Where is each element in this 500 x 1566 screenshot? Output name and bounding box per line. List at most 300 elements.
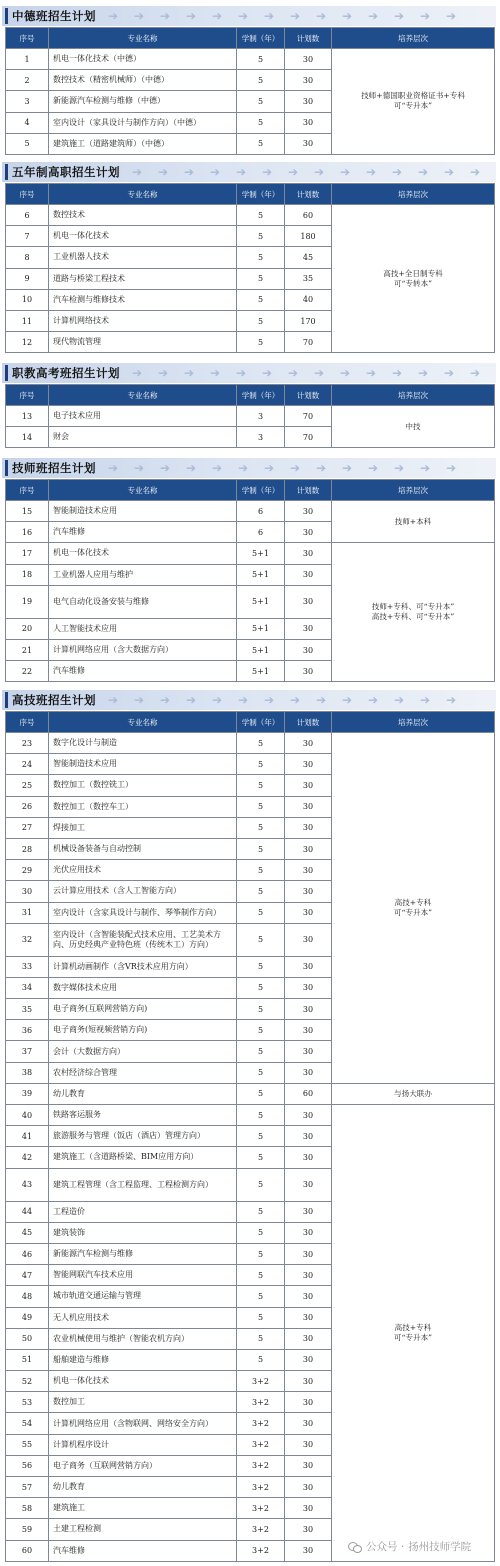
arrow-icon: ➔ xyxy=(470,366,481,380)
serial-cell: 6 xyxy=(6,205,49,226)
table-row xyxy=(6,1083,495,1104)
quota-cell: 170 xyxy=(285,310,332,331)
major-name-cell: 机电一体化技术 xyxy=(49,1371,237,1392)
serial-cell: 46 xyxy=(6,1243,49,1264)
section-banner xyxy=(2,690,496,710)
duration-cell: 5+1 xyxy=(237,585,285,618)
level-cell: 技师+专科、可“专升本” 高技+专科、可“专升本” xyxy=(332,543,495,682)
serial-cell: 51 xyxy=(6,1349,49,1370)
major-name-cell: 智能制造技术应用 xyxy=(49,754,237,775)
major-name-cell: 工程造价 xyxy=(49,1201,237,1222)
section-banner xyxy=(2,162,496,182)
arrow-icon: ➔ xyxy=(186,9,197,23)
header-major-name: 专业名称 xyxy=(49,28,237,49)
serial-cell: 38 xyxy=(6,1062,49,1083)
quota-cell: 30 xyxy=(285,754,332,775)
duration-cell: 3+2 xyxy=(237,1519,285,1540)
header-serial: 序号 xyxy=(6,184,49,205)
quota-cell: 30 xyxy=(285,902,332,923)
arrow-icon: ➔ xyxy=(134,461,145,475)
quota-cell: 30 xyxy=(285,618,332,639)
duration-cell: 3 xyxy=(237,406,285,427)
duration-cell: 5 xyxy=(237,289,285,310)
header-serial: 序号 xyxy=(6,28,49,49)
major-name-cell: 计算机程序设计 xyxy=(49,1434,237,1455)
duration-cell: 5 xyxy=(237,977,285,998)
duration-cell: 5 xyxy=(237,817,285,838)
arrow-icon: ➔ xyxy=(368,9,379,23)
serial-cell: 15 xyxy=(6,501,49,522)
quota-cell: 30 xyxy=(285,49,332,70)
major-name-cell: 汽车检测与维修技术 xyxy=(49,289,237,310)
serial-cell: 31 xyxy=(6,902,49,923)
major-name-cell: 幼儿教育 xyxy=(49,1083,237,1104)
arrow-icon: ➔ xyxy=(290,693,301,707)
duration-cell: 5 xyxy=(237,956,285,977)
major-name-cell: 计算机网络技术 xyxy=(49,310,237,331)
quota-cell: 30 xyxy=(285,1105,332,1126)
header-quota: 计划数 xyxy=(285,385,332,406)
quota-cell: 30 xyxy=(285,522,332,543)
quota-cell: 30 xyxy=(285,1020,332,1041)
serial-cell: 2 xyxy=(6,70,49,91)
level-cell: 技师+德国职业资格证书+专科 可“专升本” xyxy=(332,49,495,155)
duration-cell: 5 xyxy=(237,1265,285,1286)
serial-cell: 42 xyxy=(6,1147,49,1168)
quota-cell: 30 xyxy=(285,1519,332,1540)
serial-cell: 48 xyxy=(6,1286,49,1307)
plan-table xyxy=(5,27,495,155)
major-name-cell: 建筑施工（道路建筑师）（中德） xyxy=(49,133,237,154)
serial-cell: 49 xyxy=(6,1307,49,1328)
serial-cell: 24 xyxy=(6,754,49,775)
arrow-icon: ➔ xyxy=(418,165,429,179)
serial-cell: 10 xyxy=(6,289,49,310)
duration-cell: 5 xyxy=(237,1201,285,1222)
duration-cell: 5 xyxy=(237,205,285,226)
major-name-cell: 现代物流管理 xyxy=(49,332,237,353)
quota-cell: 30 xyxy=(285,1392,332,1413)
duration-cell: 5 xyxy=(237,1286,285,1307)
arrow-icon: ➔ xyxy=(342,9,353,23)
quota-cell: 35 xyxy=(285,268,332,289)
quota-cell: 30 xyxy=(285,661,332,682)
header-major-name: 专业名称 xyxy=(49,385,237,406)
duration-cell: 5+1 xyxy=(237,564,285,585)
major-name-cell: 工业机器人应用与维护 xyxy=(49,564,237,585)
quota-cell: 30 xyxy=(285,1413,332,1434)
major-name-cell: 会计（大数据方向） xyxy=(49,1041,237,1062)
arrow-icon: ➔ xyxy=(392,366,403,380)
arrow-icon: ➔ xyxy=(210,366,221,380)
serial-cell: 17 xyxy=(6,543,49,564)
section-accent-bar xyxy=(5,8,8,24)
duration-cell: 6 xyxy=(237,522,285,543)
major-name-cell: 机电一体化技术（中德） xyxy=(49,49,237,70)
watermark-account: 扬州技师学院 xyxy=(408,1541,472,1553)
quota-cell: 60 xyxy=(285,1083,332,1104)
major-name-cell: 汽车维修 xyxy=(49,1540,237,1561)
arrow-icon: ➔ xyxy=(392,165,403,179)
duration-cell: 6 xyxy=(237,501,285,522)
section-banner xyxy=(2,363,496,383)
quota-cell: 30 xyxy=(285,1147,332,1168)
serial-cell: 43 xyxy=(6,1168,49,1201)
serial-cell: 13 xyxy=(6,406,49,427)
duration-cell: 5 xyxy=(237,226,285,247)
quota-cell: 70 xyxy=(285,427,332,448)
header-quota: 计划数 xyxy=(285,28,332,49)
header-major-name: 专业名称 xyxy=(49,712,237,733)
quota-cell: 30 xyxy=(285,1455,332,1476)
header-serial: 序号 xyxy=(6,712,49,733)
arrow-icon: ➔ xyxy=(342,461,353,475)
major-name-cell: 人工智能技术应用 xyxy=(49,618,237,639)
duration-cell: 5+1 xyxy=(237,639,285,660)
arrow-icon: ➔ xyxy=(366,165,377,179)
quota-cell: 30 xyxy=(285,91,332,112)
arrow-icon: ➔ xyxy=(264,461,275,475)
duration-cell: 5 xyxy=(237,838,285,859)
header-level: 培养层次 xyxy=(332,28,495,49)
arrow-icon: ➔ xyxy=(108,9,119,23)
duration-cell: 5 xyxy=(237,1083,285,1104)
header-level: 培养层次 xyxy=(332,385,495,406)
major-name-cell: 道路与桥梁工程技术 xyxy=(49,268,237,289)
header-quota: 计划数 xyxy=(285,480,332,501)
major-name-cell: 铁路客运服务 xyxy=(49,1105,237,1126)
header-duration: 学制（年） xyxy=(237,28,285,49)
arrow-icon: ➔ xyxy=(316,461,327,475)
major-name-cell: 室内设计（含智能装配式技术应用、工艺美术方向、历史经典产业特色班（传统木工）方向） xyxy=(49,923,237,956)
serial-cell: 4 xyxy=(6,112,49,133)
plan-table xyxy=(5,479,495,682)
arrow-icon: ➔ xyxy=(262,366,273,380)
major-name-cell: 数字媒体技术应用 xyxy=(49,977,237,998)
serial-cell: 40 xyxy=(6,1105,49,1126)
serial-cell: 29 xyxy=(6,860,49,881)
level-cell: 技师+本科 xyxy=(332,501,495,543)
arrow-icon: ➔ xyxy=(132,165,143,179)
quota-cell: 180 xyxy=(285,226,332,247)
header-quota: 计划数 xyxy=(285,712,332,733)
arrow-icon: ➔ xyxy=(288,366,299,380)
major-name-cell: 电气自动化设备安装与维修 xyxy=(49,585,237,618)
quota-cell: 30 xyxy=(285,817,332,838)
arrow-icon: ➔ xyxy=(446,461,457,475)
serial-cell: 18 xyxy=(6,564,49,585)
duration-cell: 3+2 xyxy=(237,1498,285,1519)
serial-cell: 44 xyxy=(6,1201,49,1222)
header-duration: 学制（年） xyxy=(237,184,285,205)
quota-cell: 30 xyxy=(285,564,332,585)
serial-cell: 26 xyxy=(6,796,49,817)
table-row xyxy=(6,733,495,754)
major-name-cell: 计算机网络应用（含大数据方向） xyxy=(49,639,237,660)
arrow-icon: ➔ xyxy=(236,366,247,380)
header-major-name: 专业名称 xyxy=(49,184,237,205)
section-banner xyxy=(2,6,496,26)
arrow-icon: ➔ xyxy=(314,366,325,380)
major-name-cell: 电子技术应用 xyxy=(49,406,237,427)
duration-cell: 5 xyxy=(237,1062,285,1083)
arrow-icon: ➔ xyxy=(134,693,145,707)
arrow-icon: ➔ xyxy=(340,366,351,380)
major-name-cell: 电子商务（互联网营销方向） xyxy=(49,1455,237,1476)
serial-cell: 30 xyxy=(6,881,49,902)
section-accent-bar xyxy=(5,460,8,476)
arrow-icon: ➔ xyxy=(184,165,195,179)
quota-cell: 30 xyxy=(285,1286,332,1307)
serial-cell: 45 xyxy=(6,1222,49,1243)
table-row xyxy=(6,1105,495,1126)
major-name-cell: 数控技术 xyxy=(49,205,237,226)
quota-cell: 30 xyxy=(285,639,332,660)
duration-cell: 5 xyxy=(237,1147,285,1168)
major-name-cell: 机械设备装备与自动控制 xyxy=(49,838,237,859)
arrow-icon: ➔ xyxy=(340,165,351,179)
quota-cell: 30 xyxy=(285,543,332,564)
section-title: 中德班招生计划 xyxy=(12,9,96,23)
serial-cell: 56 xyxy=(6,1455,49,1476)
wechat-icon xyxy=(348,1541,362,1553)
quota-cell: 30 xyxy=(285,838,332,859)
quota-cell: 30 xyxy=(285,501,332,522)
serial-cell: 55 xyxy=(6,1434,49,1455)
serial-cell: 32 xyxy=(6,923,49,956)
duration-cell: 5 xyxy=(237,268,285,289)
duration-cell: 5 xyxy=(237,796,285,817)
major-name-cell: 建筑工程管理（含工程监理、工程检测方向） xyxy=(49,1168,237,1201)
arrow-icon: ➔ xyxy=(132,366,143,380)
duration-cell: 5 xyxy=(237,1349,285,1370)
duration-cell: 5 xyxy=(237,247,285,268)
arrow-icon: ➔ xyxy=(394,693,405,707)
quota-cell: 30 xyxy=(285,733,332,754)
duration-cell: 5 xyxy=(237,923,285,956)
arrow-icon: ➔ xyxy=(238,9,249,23)
serial-cell: 22 xyxy=(6,661,49,682)
duration-cell: 5+1 xyxy=(237,661,285,682)
quota-cell: 30 xyxy=(285,1062,332,1083)
arrow-icon: ➔ xyxy=(212,9,223,23)
arrow-icon: ➔ xyxy=(264,693,275,707)
arrow-icon: ➔ xyxy=(290,461,301,475)
level-cell: 中技 xyxy=(332,406,495,448)
arrow-icon: ➔ xyxy=(186,693,197,707)
quota-cell: 30 xyxy=(285,1540,332,1561)
quota-cell: 30 xyxy=(285,1349,332,1370)
major-name-cell: 光伏应用技术 xyxy=(49,860,237,881)
duration-cell: 3+2 xyxy=(237,1455,285,1476)
header-level: 培养层次 xyxy=(332,184,495,205)
decorative-arrows xyxy=(108,462,468,474)
major-name-cell: 数控加工（数控车工） xyxy=(49,796,237,817)
arrow-icon: ➔ xyxy=(236,165,247,179)
duration-cell: 5 xyxy=(237,1243,285,1264)
duration-cell: 5 xyxy=(237,1105,285,1126)
serial-cell: 53 xyxy=(6,1392,49,1413)
serial-cell: 36 xyxy=(6,1020,49,1041)
major-name-cell: 土建工程检测 xyxy=(49,1519,237,1540)
section-accent-bar xyxy=(5,164,8,180)
quota-cell: 30 xyxy=(285,999,332,1020)
duration-cell: 5 xyxy=(237,754,285,775)
major-name-cell: 云计算应用技术（含人工智能方向） xyxy=(49,881,237,902)
serial-cell: 7 xyxy=(6,226,49,247)
major-name-cell: 机电一体化技术 xyxy=(49,543,237,564)
serial-cell: 54 xyxy=(6,1413,49,1434)
arrow-icon: ➔ xyxy=(316,9,327,23)
major-name-cell: 财会 xyxy=(49,427,237,448)
quota-cell: 30 xyxy=(285,956,332,977)
duration-cell: 5 xyxy=(237,112,285,133)
arrow-icon: ➔ xyxy=(342,693,353,707)
decorative-arrows xyxy=(132,166,492,178)
major-name-cell: 数字化设计与制造 xyxy=(49,733,237,754)
header-major-name: 专业名称 xyxy=(49,480,237,501)
quota-cell: 30 xyxy=(285,1168,332,1201)
major-name-cell: 电子商务(互联网营销方向) xyxy=(49,999,237,1020)
quota-cell: 30 xyxy=(285,1371,332,1392)
quota-cell: 30 xyxy=(285,1041,332,1062)
major-name-cell: 机电一体化技术 xyxy=(49,226,237,247)
serial-cell: 37 xyxy=(6,1041,49,1062)
serial-cell: 1 xyxy=(6,49,49,70)
header-quota: 计划数 xyxy=(285,184,332,205)
duration-cell: 5+1 xyxy=(237,543,285,564)
duration-cell: 5 xyxy=(237,91,285,112)
watermark-prefix: 公众号 · xyxy=(366,1541,405,1553)
quota-cell: 30 xyxy=(285,585,332,618)
serial-cell: 50 xyxy=(6,1328,49,1349)
header-level: 培养层次 xyxy=(332,480,495,501)
serial-cell: 52 xyxy=(6,1371,49,1392)
duration-cell: 3+2 xyxy=(237,1413,285,1434)
arrow-icon: ➔ xyxy=(316,693,327,707)
quota-cell: 30 xyxy=(285,133,332,154)
quota-cell: 30 xyxy=(285,1328,332,1349)
serial-cell: 19 xyxy=(6,585,49,618)
quota-cell: 30 xyxy=(285,70,332,91)
serial-cell: 8 xyxy=(6,247,49,268)
duration-cell: 5 xyxy=(237,881,285,902)
section-title: 技师班招生计划 xyxy=(12,461,96,475)
major-name-cell: 智能网联汽车技术应用 xyxy=(49,1265,237,1286)
serial-cell: 25 xyxy=(6,775,49,796)
major-name-cell: 建筑施工（含道路桥梁、BIM应用方向） xyxy=(49,1147,237,1168)
arrow-icon: ➔ xyxy=(290,9,301,23)
serial-cell: 28 xyxy=(6,838,49,859)
serial-cell: 3 xyxy=(6,91,49,112)
decorative-arrows xyxy=(132,367,492,379)
duration-cell: 5 xyxy=(237,1041,285,1062)
major-name-cell: 建筑施工 xyxy=(49,1498,237,1519)
major-name-cell: 数控技术（精密机械师）（中德） xyxy=(49,70,237,91)
quota-cell: 45 xyxy=(285,247,332,268)
major-name-cell: 无人机应用技术 xyxy=(49,1307,237,1328)
section-title: 高技班招生计划 xyxy=(12,693,96,707)
duration-cell: 5 xyxy=(237,1020,285,1041)
serial-cell: 39 xyxy=(6,1083,49,1104)
serial-cell: 34 xyxy=(6,977,49,998)
major-name-cell: 室内设计（含家具设计与制作、琴筝制作方向） xyxy=(49,902,237,923)
header-duration: 学制（年） xyxy=(237,480,285,501)
section-accent-bar xyxy=(5,365,8,381)
header-serial: 序号 xyxy=(6,385,49,406)
quota-cell: 70 xyxy=(285,332,332,353)
arrow-icon: ➔ xyxy=(160,693,171,707)
quota-cell: 40 xyxy=(285,289,332,310)
major-name-cell: 新能源汽车检测与维修 xyxy=(49,1243,237,1264)
major-name-cell: 焊接加工 xyxy=(49,817,237,838)
arrow-icon: ➔ xyxy=(446,693,457,707)
table-row xyxy=(6,406,495,427)
quota-cell: 30 xyxy=(285,796,332,817)
arrow-icon: ➔ xyxy=(368,461,379,475)
major-name-cell: 电子商务(短视频营销方向) xyxy=(49,1020,237,1041)
section-title: 职教高考班招生计划 xyxy=(12,366,120,380)
arrow-icon: ➔ xyxy=(314,165,325,179)
arrow-icon: ➔ xyxy=(186,461,197,475)
arrow-icon: ➔ xyxy=(238,461,249,475)
arrow-icon: ➔ xyxy=(264,9,275,23)
arrow-icon: ➔ xyxy=(418,366,429,380)
quota-cell: 30 xyxy=(285,1498,332,1519)
arrow-icon: ➔ xyxy=(444,165,455,179)
arrow-icon: ➔ xyxy=(108,461,119,475)
header-serial: 序号 xyxy=(6,480,49,501)
serial-cell: 5 xyxy=(6,133,49,154)
serial-cell: 41 xyxy=(6,1126,49,1147)
arrow-icon: ➔ xyxy=(446,9,457,23)
duration-cell: 3+2 xyxy=(237,1477,285,1498)
major-name-cell: 室内设计（家具设计与制作方向）（中德） xyxy=(49,112,237,133)
serial-cell: 57 xyxy=(6,1477,49,1498)
duration-cell: 3 xyxy=(237,427,285,448)
arrow-icon: ➔ xyxy=(420,693,431,707)
major-name-cell: 农业机械使用与维护（智能农机方向） xyxy=(49,1328,237,1349)
duration-cell: 5 xyxy=(237,860,285,881)
duration-cell: 5+1 xyxy=(237,618,285,639)
serial-cell: 47 xyxy=(6,1265,49,1286)
duration-cell: 5 xyxy=(237,332,285,353)
serial-cell: 12 xyxy=(6,332,49,353)
duration-cell: 5 xyxy=(237,733,285,754)
serial-cell: 27 xyxy=(6,817,49,838)
serial-cell: 23 xyxy=(6,733,49,754)
quota-cell: 30 xyxy=(285,1307,332,1328)
serial-cell: 60 xyxy=(6,1540,49,1561)
serial-cell: 35 xyxy=(6,999,49,1020)
major-name-cell: 计算机网络应用（含物联网、网络安全方向） xyxy=(49,1413,237,1434)
duration-cell: 5 xyxy=(237,902,285,923)
arrow-icon: ➔ xyxy=(420,9,431,23)
plan-table xyxy=(5,183,495,353)
serial-cell: 14 xyxy=(6,427,49,448)
major-name-cell: 智能制造技术应用 xyxy=(49,501,237,522)
arrow-icon: ➔ xyxy=(134,9,145,23)
duration-cell: 5 xyxy=(237,775,285,796)
quota-cell: 30 xyxy=(285,860,332,881)
level-cell: 高技+全日制专科 可“专转本” xyxy=(332,205,495,353)
arrow-icon: ➔ xyxy=(184,366,195,380)
section-banner xyxy=(2,458,496,478)
arrow-icon: ➔ xyxy=(108,693,119,707)
serial-cell: 21 xyxy=(6,639,49,660)
major-name-cell: 农村经济综合管理 xyxy=(49,1062,237,1083)
major-name-cell: 旅游服务与管理（饭店（酒店）管理方向） xyxy=(49,1126,237,1147)
